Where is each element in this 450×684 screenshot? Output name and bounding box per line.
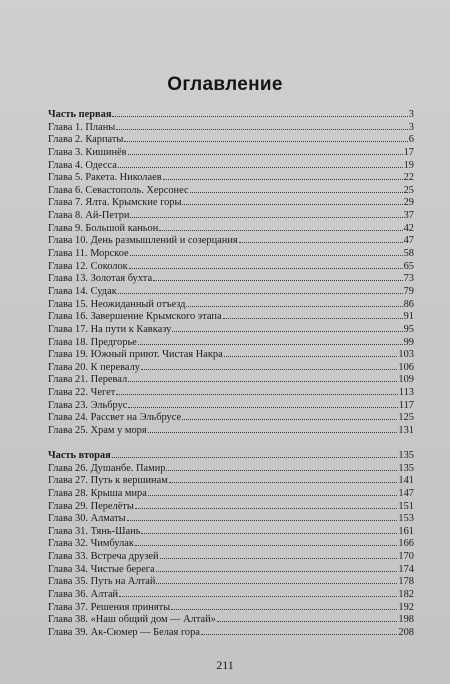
dot-leader (129, 268, 403, 269)
toc-entry (48, 311, 414, 324)
toc-entry (48, 235, 414, 248)
toc-entry-label: Глава 27. Путь к вершинам (48, 475, 168, 487)
toc-entry-label: Глава 37. Решения приняты (48, 601, 171, 613)
toc-entry-page: 208 (398, 626, 414, 638)
toc-entry-label: Глава 22. Чегет (48, 387, 116, 399)
dot-leader (141, 369, 397, 370)
toc-entry-page: 174 (398, 563, 414, 575)
toc-entry-label: Глава 13. Золотая бухта (48, 273, 153, 285)
toc-entry-label: Глава 26. Душанбе. Памир (48, 462, 166, 474)
toc-entry-page: 106 (398, 361, 414, 373)
toc-entry-label: Глава 28. Крыша мира (48, 487, 147, 499)
toc-entry (48, 400, 414, 413)
toc-entry-label: Глава 9. Большой каньон (48, 222, 159, 234)
dot-leader (153, 280, 403, 281)
dot-leader (190, 192, 403, 193)
toc-entry-page: 65 (403, 260, 414, 272)
toc-entry-page: 86 (403, 298, 414, 310)
toc-entry-label: Глава 8. Ай-Петри (48, 210, 130, 222)
toc-entry-page: 17 (403, 146, 414, 158)
toc-entry (48, 488, 414, 501)
dot-leader (166, 470, 397, 471)
toc-entry-page: 29 (403, 197, 414, 209)
toc-entry-page: 22 (403, 172, 414, 184)
toc-entry-label: Глава 6. Севастополь. Херсонес (48, 184, 189, 196)
dot-leader (201, 634, 398, 635)
toc-entry (48, 602, 414, 615)
dot-leader (159, 230, 402, 231)
toc-entry-page: 131 (398, 425, 414, 437)
toc-entry (48, 172, 414, 185)
dot-leader (182, 204, 402, 205)
toc-entry-page: 99 (403, 336, 414, 348)
toc-entry (48, 324, 414, 337)
toc-entry (48, 299, 414, 312)
toc-entry-page: 161 (398, 525, 414, 537)
toc-entry-label: Глава 18. Предгорье (48, 336, 137, 348)
dot-leader (217, 621, 398, 622)
toc-entry-label: Глава 2. Карпаты (48, 134, 124, 146)
dot-leader (138, 344, 403, 345)
dot-leader (112, 457, 398, 458)
toc-entry-label: Глава 35. Путь на Алтай (48, 576, 156, 588)
toc-entry-label: Глава 23. Эльбрус (48, 399, 128, 411)
toc-part-one (48, 109, 414, 438)
dot-leader (239, 242, 403, 243)
dot-leader (130, 217, 402, 218)
toc-entry (48, 185, 414, 198)
toc-entry (48, 286, 414, 299)
toc-entry-page: 103 (398, 349, 414, 361)
toc-entry-page: 198 (398, 614, 414, 626)
toc-entry (48, 425, 414, 438)
toc-entry (48, 526, 414, 539)
dot-leader (148, 432, 398, 433)
toc-entry-label: Глава 1. Планы (48, 121, 116, 133)
toc-entry-page: 135 (398, 450, 414, 461)
toc-entry (48, 223, 414, 236)
toc-entry-page: 117 (398, 399, 414, 411)
dot-leader (163, 179, 403, 180)
toc-entry-label: Глава 21. Перевал (48, 374, 128, 386)
toc-entry-page: 58 (403, 248, 414, 260)
toc-entry-page: 153 (398, 513, 414, 525)
dot-leader (118, 293, 403, 294)
toc-entry-page: 3 (408, 109, 414, 120)
toc-entry (48, 387, 414, 400)
toc-entry-page: 47 (403, 235, 414, 247)
toc-entry-page: 73 (403, 273, 414, 285)
dot-leader (135, 545, 397, 546)
toc-entry-label: Глава 10. День размышлений и созерцания (48, 235, 238, 247)
dot-leader (156, 583, 397, 584)
toc-part-heading (48, 109, 414, 122)
toc-entry-label: Глава 20. К перевалу (48, 361, 140, 373)
dot-leader (156, 571, 398, 572)
toc-part-two (48, 450, 414, 640)
toc-entry-page: 147 (398, 487, 414, 499)
toc-entry (48, 614, 414, 627)
toc-entry (48, 564, 414, 577)
toc-entry-page: 91 (403, 311, 414, 323)
toc-entry-page: 170 (398, 551, 414, 563)
toc-entry-label: Глава 33. Встреча друзей (48, 551, 159, 563)
toc-entry-page: 42 (403, 222, 414, 234)
toc-entry (48, 576, 414, 589)
toc-entry (48, 147, 414, 160)
dot-leader (128, 407, 397, 408)
toc-entry (48, 538, 414, 551)
dot-leader (116, 394, 398, 395)
toc-entry (48, 197, 414, 210)
toc-entry (48, 551, 414, 564)
toc-entry-page: 25 (403, 184, 414, 196)
dot-leader (169, 482, 398, 483)
dot-leader (130, 255, 403, 256)
dot-leader (224, 356, 398, 357)
toc-entry (48, 374, 414, 387)
toc-entry-page: 79 (403, 285, 414, 297)
dot-leader (172, 331, 402, 332)
toc-entry-label: Глава 24. Рассвет на Эльбрусе (48, 412, 182, 424)
toc-part-heading (48, 450, 414, 463)
toc-entry (48, 349, 414, 362)
dot-leader (148, 495, 398, 496)
toc-entry-label: Глава 16. Завершение Крымского этапа (48, 311, 222, 323)
dot-leader (141, 533, 397, 534)
toc-entry-label: Глава 7. Ялта. Крымские горы (48, 197, 182, 209)
toc-entry-label: Глава 39. Ак-Сюмер — Белая гора (48, 626, 200, 638)
dot-leader (128, 154, 403, 155)
toc-entry-page: 19 (403, 159, 414, 171)
toc-entry-label: Глава 5. Ракета. Николаев (48, 172, 162, 184)
toc-entry-label: Глава 3. Кишинёв (48, 146, 127, 158)
page-number: 211 (216, 658, 234, 672)
toc-entry-page: 95 (403, 323, 414, 335)
toc-entry-page: 37 (403, 210, 414, 222)
toc-entry-label: Глава 38. «Наш общий дом — Алтай» (48, 614, 216, 626)
toc-entry-label: Глава 12. Соколок (48, 260, 128, 272)
toc-entry-label: Глава 19. Южный приют. Чистая Накра (48, 349, 223, 361)
toc-entry (48, 273, 414, 286)
dot-leader (116, 129, 408, 130)
dot-leader (223, 318, 403, 319)
toc-entry-page: 151 (398, 500, 414, 512)
toc-entry (48, 475, 414, 488)
toc-entry-page: 6 (408, 134, 414, 146)
toc-entry-page: 135 (398, 462, 414, 474)
toc-entry-label: Глава 25. Храм у моря (48, 425, 147, 437)
dot-leader (160, 558, 398, 559)
toc-entry-label: Глава 34. Чистые берега (48, 563, 155, 575)
toc-entry-label: Глава 14. Судак (48, 285, 117, 297)
toc-entry-label: Глава 11. Морское (48, 248, 129, 260)
toc-entry-label: Часть вторая (48, 450, 111, 461)
toc-entry-label: Глава 32. Чимбулак (48, 538, 134, 550)
toc-entry (48, 627, 414, 640)
dot-leader (127, 520, 398, 521)
dot-leader (118, 167, 403, 168)
toc-entry-page: 182 (398, 589, 414, 601)
toc-entry-label: Глава 30. Алматы (48, 513, 126, 525)
toc-entry-page: 125 (398, 412, 414, 424)
toc-entry-page: 3 (408, 121, 414, 133)
toc-entry (48, 160, 414, 173)
dot-leader (119, 596, 397, 597)
toc-entry (48, 248, 414, 261)
dot-leader (128, 381, 397, 382)
toc-entry (48, 501, 414, 514)
toc-entry (48, 463, 414, 476)
dot-leader (135, 508, 398, 509)
toc-entry-label: Глава 31. Тянь-Шань (48, 525, 141, 537)
toc-entry-page: 113 (398, 387, 414, 399)
toc-entry (48, 210, 414, 223)
dot-leader (124, 141, 407, 142)
dot-leader (186, 306, 402, 307)
toc-entry-page: 109 (398, 374, 414, 386)
dot-leader (171, 609, 397, 610)
toc-entry-page: 178 (398, 576, 414, 588)
toc-entry-label: Глава 17. На пути к Кавказу (48, 323, 172, 335)
toc-entry-label: Глава 29. Перелёты (48, 500, 134, 512)
toc-entry (48, 513, 414, 526)
toc-entry-page: 166 (398, 538, 414, 550)
toc-entry-label: Глава 36. Алтай (48, 589, 119, 601)
dot-leader (182, 419, 397, 420)
toc-entry-label: Часть первая (48, 109, 112, 120)
dot-leader (112, 116, 407, 117)
toc-entry (48, 589, 414, 602)
toc-entry (48, 362, 414, 375)
toc-entry (48, 134, 414, 147)
toc-entry-label: Глава 4. Одесса (48, 159, 117, 171)
toc-title: Оглавление (167, 74, 283, 95)
toc-entry-page: 192 (398, 601, 414, 613)
toc-entry (48, 337, 414, 350)
toc-entry (48, 412, 414, 425)
toc-entry-label: Глава 15. Неожиданный отъезд (48, 298, 186, 310)
toc-entry (48, 261, 414, 274)
toc-entry-page: 141 (398, 475, 414, 487)
toc-entry (48, 122, 414, 135)
